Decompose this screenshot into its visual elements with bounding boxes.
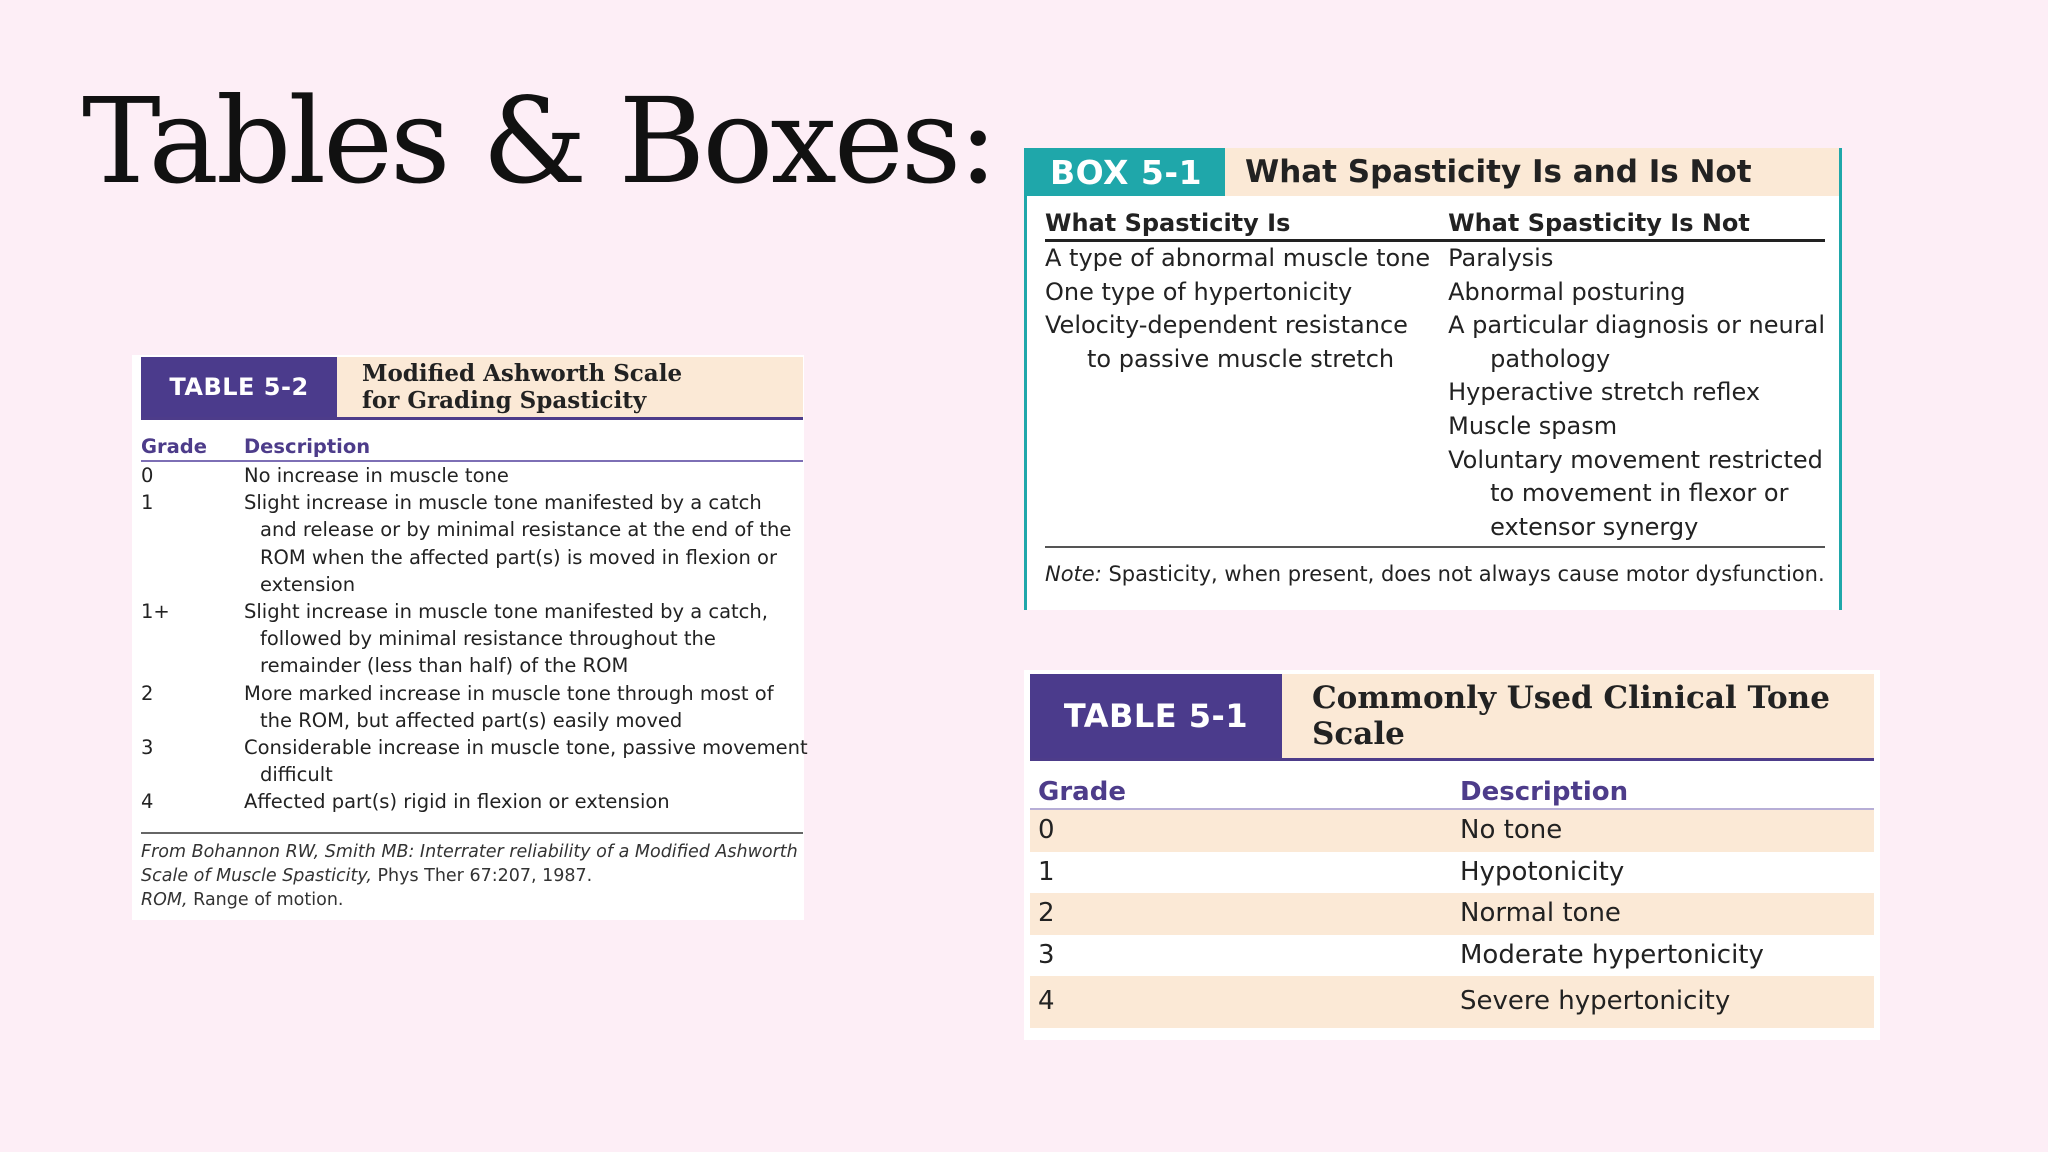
table-5-1-tag: TABLE 5-1 — [1030, 674, 1282, 758]
table-row — [1030, 893, 1874, 935]
list-item: A type of abnormal muscle tone — [1045, 244, 1431, 272]
description-line: and release or by minimal resistance at the end of the — [260, 518, 792, 542]
list-item: Velocity-dependent resistance — [1045, 311, 1408, 340]
grade-cell: 4 — [1038, 986, 1055, 1016]
list-item: Muscle spasm — [1448, 411, 1618, 440]
list-item-continuation: to passive muscle stretch — [1087, 344, 1395, 373]
table-5-2-footnote — [141, 832, 803, 912]
table-5-1-column-headers — [1030, 774, 1874, 810]
description-line: More marked increase in muscle tone through most of — [244, 681, 774, 705]
table-row — [141, 680, 803, 734]
table-5-1-body — [1030, 774, 1874, 1028]
table-5-1-caption-line: Commonly Used Clinical Tone — [1312, 680, 1830, 716]
list-item-continuation: pathology — [1490, 344, 1611, 373]
description-line: Affected part(s) rigid in flexion or extension — [244, 790, 670, 814]
table-5-1-header — [1030, 674, 1874, 761]
footnote-abbrev-meaning: Range of motion. — [187, 890, 344, 910]
footnote-journal: Phys Ther 67:207, 1987. — [371, 866, 593, 886]
grade-cell: 1 — [141, 491, 154, 515]
description-line: No increase in muscle tone — [244, 464, 509, 487]
list-item: One type of hypertonicity — [1045, 277, 1353, 306]
description-cell: No tone — [1460, 815, 1563, 845]
grade-cell: 3 — [141, 736, 154, 760]
what-spasticity-is-header: What Spasticity Is — [1045, 206, 1448, 242]
description-line: ROM when the affected part(s) is moved in flexion or — [260, 545, 777, 569]
description-column-header: Description — [1460, 777, 1629, 807]
description-line: remainder (less than half) of the ROM — [260, 654, 629, 678]
table-5-2-column-headers — [141, 435, 803, 462]
description-column-header: Description — [244, 435, 371, 458]
table-row — [141, 489, 803, 598]
what-spasticity-is-not-column — [1448, 206, 1825, 546]
list-item: Paralysis — [1448, 244, 1554, 272]
table-row — [141, 598, 803, 680]
box-5-1-columns — [1045, 206, 1825, 548]
description-line: followed by minimal resistance throughout the — [260, 627, 716, 651]
grade-column-header: Grade — [141, 435, 207, 458]
table-row — [141, 462, 803, 489]
footnote-citation: From Bohannon RW, Smith MB: Interrater reliability of a Modified Ashworth — [141, 842, 798, 862]
grade-cell: 2 — [141, 681, 154, 705]
table-5-2-header — [141, 357, 803, 420]
grade-cell: 1+ — [141, 600, 170, 624]
description-line: the ROM, but affected part(s) easily moved — [260, 708, 683, 732]
description-cell: Normal tone — [1460, 898, 1621, 928]
description-line: Considerable increase in muscle tone, passive movement — [244, 736, 808, 760]
description-line: Slight increase in muscle tone manifested by a catch — [244, 491, 762, 515]
grade-cell: 4 — [141, 790, 154, 814]
box-5-1-caption: What Spasticity Is and Is Not — [1225, 148, 1839, 196]
footnote-title: Scale of Muscle Spasticity, — [141, 866, 372, 886]
table-5-2-body — [141, 435, 808, 816]
table-row — [1030, 852, 1874, 894]
list-item-continuation: extensor synergy — [1490, 512, 1699, 541]
what-spasticity-is-column — [1045, 206, 1448, 546]
table-row — [141, 788, 803, 815]
grade-cell: 3 — [1038, 939, 1055, 970]
table-5-2-caption-line: Modified Ashworth Scale — [362, 360, 683, 387]
table-row — [141, 734, 808, 788]
table-5-2-tag: TABLE 5-2 — [141, 357, 337, 417]
note-text: Spasticity, when present, does not always cause motor dysfunction. — [1101, 562, 1825, 586]
grade-cell: 0 — [1038, 815, 1055, 845]
grade-cell: 1 — [1038, 856, 1055, 887]
box-5-1-header — [1027, 148, 1839, 196]
list-item: Voluntary movement restricted — [1448, 445, 1823, 474]
table-5-1-caption — [1282, 674, 1874, 758]
box-5-1 — [1024, 148, 1842, 610]
note-label: Note: — [1045, 562, 1102, 586]
description-line: Slight increase in muscle tone manifested by a catch, — [244, 600, 768, 624]
table-5-1 — [1024, 670, 1880, 1040]
table-5-2-caption-line: for Grading Spasticity — [362, 387, 647, 414]
box-5-1-note — [1045, 562, 1825, 586]
table-5-2 — [132, 355, 808, 920]
list-item: Hyperactive stretch reflex — [1448, 378, 1761, 407]
box-5-1-tag: BOX 5-1 — [1027, 148, 1225, 196]
description-line: difficult — [260, 763, 333, 787]
list-item-continuation: to movement in flexor or — [1490, 479, 1789, 508]
table-5-1-caption-line: Scale — [1312, 716, 1405, 752]
table-5-2-caption — [337, 357, 803, 417]
description-cell: Moderate hypertonicity — [1460, 939, 1764, 970]
grade-cell: 2 — [1038, 898, 1055, 928]
description-cell: Hypotonicity — [1460, 856, 1625, 887]
description-line: extension — [260, 572, 356, 596]
what-spasticity-is-not-header: What Spasticity Is Not — [1448, 206, 1825, 242]
footnote-abbrev: ROM, — [141, 890, 188, 910]
list-item: Abnormal posturing — [1448, 277, 1686, 306]
grade-cell: 0 — [141, 464, 154, 487]
grade-column-header: Grade — [1038, 777, 1126, 807]
slide-title: Tables & Boxes: — [82, 72, 996, 210]
table-row — [1030, 810, 1874, 852]
table-row — [1030, 976, 1874, 1028]
description-cell: Severe hypertonicity — [1460, 986, 1731, 1016]
table-row — [1030, 935, 1874, 977]
list-item: A particular diagnosis or neural — [1448, 311, 1825, 340]
